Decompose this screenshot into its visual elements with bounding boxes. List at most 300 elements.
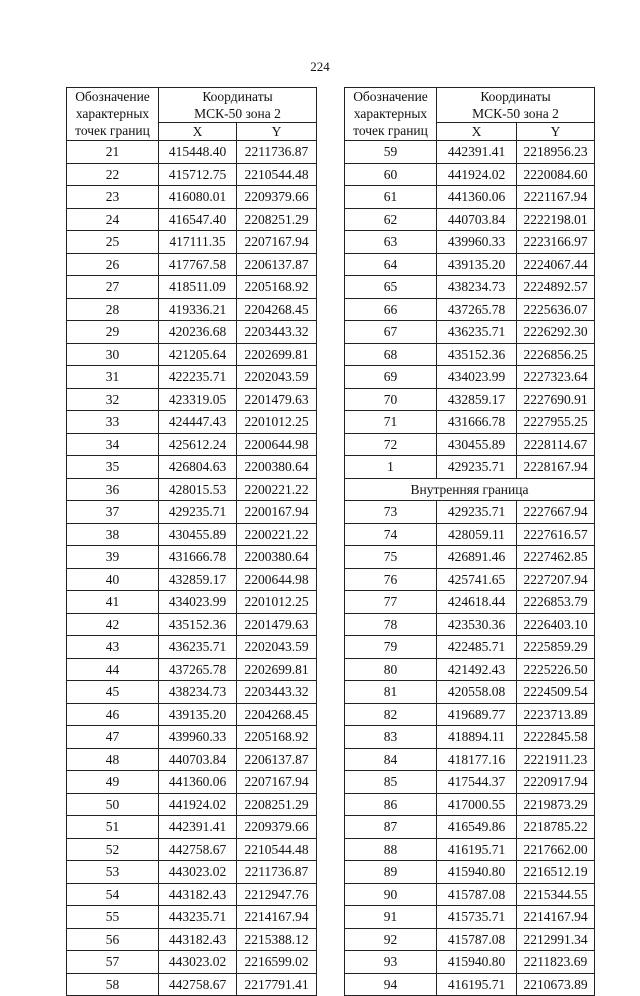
header-coordinates-line-1: Координаты	[480, 89, 551, 104]
table-row	[67, 951, 317, 974]
coord-y: 2203443.32	[237, 681, 317, 704]
coord-y: 2205168.92	[237, 726, 317, 749]
point-number: 57	[67, 951, 159, 974]
coord-y: 2223713.89	[517, 703, 595, 726]
coord-x: 436235.71	[437, 321, 517, 344]
coord-y: 2226403.10	[517, 613, 595, 636]
coord-y: 2209379.66	[237, 816, 317, 839]
point-number: 65	[345, 276, 437, 299]
point-number: 61	[345, 186, 437, 209]
coord-x: 419689.77	[437, 703, 517, 726]
table-row	[345, 613, 595, 636]
table-row	[67, 681, 317, 704]
point-number: 48	[67, 748, 159, 771]
coord-x: 431666.78	[437, 411, 517, 434]
table-row	[67, 793, 317, 816]
table-row	[67, 343, 317, 366]
point-number: 83	[345, 726, 437, 749]
coord-y: 2202043.59	[237, 636, 317, 659]
table-row	[345, 523, 595, 546]
point-number: 36	[67, 478, 159, 501]
header-designation-line-1: Обозначение	[75, 89, 150, 104]
coord-y: 2227955.25	[517, 411, 595, 434]
point-number: 85	[345, 771, 437, 794]
point-number: 49	[67, 771, 159, 794]
header-designation	[67, 88, 159, 141]
point-number: 32	[67, 388, 159, 411]
point-number: 52	[67, 838, 159, 861]
header-coordinates-line-2: МСК-50 зона 2	[194, 106, 281, 121]
table-row	[345, 433, 595, 456]
point-number: 27	[67, 276, 159, 299]
table-row	[345, 591, 595, 614]
point-number: 64	[345, 253, 437, 276]
left-table-body	[67, 141, 317, 996]
point-number: 21	[67, 141, 159, 164]
coord-y: 2202043.59	[237, 366, 317, 389]
table-row	[67, 478, 317, 501]
point-number: 53	[67, 861, 159, 884]
coord-y: 2209379.66	[237, 186, 317, 209]
coord-y: 2207167.94	[237, 771, 317, 794]
table-row	[67, 636, 317, 659]
header-designation	[345, 88, 437, 141]
point-number: 69	[345, 366, 437, 389]
coord-y: 2204268.45	[237, 298, 317, 321]
coord-y: 2211823.69	[517, 951, 595, 974]
point-number: 67	[345, 321, 437, 344]
coord-x: 415712.75	[159, 163, 237, 186]
coord-y: 2224509.54	[517, 681, 595, 704]
coord-y: 2217662.00	[517, 838, 595, 861]
coord-y: 2228114.67	[517, 433, 595, 456]
coord-x: 432859.17	[159, 568, 237, 591]
point-number: 56	[67, 928, 159, 951]
point-number: 50	[67, 793, 159, 816]
table-row	[345, 771, 595, 794]
table-row	[67, 433, 317, 456]
table-row	[345, 658, 595, 681]
table-row	[345, 906, 595, 929]
header-coordinates-line-2: МСК-50 зона 2	[472, 106, 559, 121]
coord-x: 441924.02	[437, 163, 517, 186]
coord-y: 2208251.29	[237, 793, 317, 816]
point-number: 74	[345, 523, 437, 546]
coord-y: 2220917.94	[517, 771, 595, 794]
table-row	[67, 883, 317, 906]
header-designation-line-3: точек границ	[75, 123, 150, 138]
table-row	[67, 321, 317, 344]
table-row	[67, 366, 317, 389]
table-row	[67, 703, 317, 726]
coord-y: 2226856.25	[517, 343, 595, 366]
point-number: 72	[345, 433, 437, 456]
coordinates-table-left	[66, 87, 317, 996]
coord-x: 442391.41	[159, 816, 237, 839]
table-row	[67, 276, 317, 299]
point-number: 70	[345, 388, 437, 411]
coord-y: 2201012.25	[237, 591, 317, 614]
point-number: 81	[345, 681, 437, 704]
coord-x: 423530.36	[437, 613, 517, 636]
point-number: 55	[67, 906, 159, 929]
point-number: 40	[67, 568, 159, 591]
coord-x: 441360.06	[437, 186, 517, 209]
point-number: 25	[67, 231, 159, 254]
coord-y: 2215344.55	[517, 883, 595, 906]
coord-y: 2211736.87	[237, 141, 317, 164]
coord-x: 418177.16	[437, 748, 517, 771]
point-number: 58	[67, 973, 159, 996]
coord-y: 2218956.23	[517, 141, 595, 164]
coord-y: 2226292.30	[517, 321, 595, 344]
coord-y: 2227667.94	[517, 501, 595, 524]
coord-x: 439960.33	[159, 726, 237, 749]
table-row	[345, 748, 595, 771]
coord-y: 2227207.94	[517, 568, 595, 591]
point-number: 34	[67, 433, 159, 456]
coord-x: 435152.36	[437, 343, 517, 366]
coord-x: 415787.08	[437, 883, 517, 906]
header-coordinates	[159, 88, 317, 123]
header-x: X	[159, 123, 237, 141]
coord-x: 435152.36	[159, 613, 237, 636]
coord-y: 2215388.12	[237, 928, 317, 951]
coord-y: 2208251.29	[237, 208, 317, 231]
coord-x: 441924.02	[159, 793, 237, 816]
coord-y: 2227616.57	[517, 523, 595, 546]
table-row	[67, 973, 317, 996]
coord-x: 430455.89	[159, 523, 237, 546]
table-row	[345, 321, 595, 344]
coord-x: 416195.71	[437, 838, 517, 861]
table-row	[67, 388, 317, 411]
point-number: 60	[345, 163, 437, 186]
coord-x: 423319.05	[159, 388, 237, 411]
page-number: 224	[310, 59, 330, 74]
point-number: 46	[67, 703, 159, 726]
table-row	[345, 546, 595, 569]
coord-y: 2214167.94	[517, 906, 595, 929]
coord-y: 2200380.64	[237, 546, 317, 569]
table-row	[67, 411, 317, 434]
coord-x: 425741.65	[437, 568, 517, 591]
coord-y: 2200644.98	[237, 568, 317, 591]
coord-x: 415735.71	[437, 906, 517, 929]
header-y: Y	[517, 123, 595, 141]
coord-y: 2218785.22	[517, 816, 595, 839]
point-number: 35	[67, 456, 159, 479]
point-number: 88	[345, 838, 437, 861]
header-coordinates	[437, 88, 595, 123]
point-number: 62	[345, 208, 437, 231]
coord-y: 2227690.91	[517, 388, 595, 411]
table-row	[67, 658, 317, 681]
point-number: 45	[67, 681, 159, 704]
point-number: 59	[345, 141, 437, 164]
table-row	[67, 771, 317, 794]
point-number: 37	[67, 501, 159, 524]
inner-section-header	[345, 478, 595, 501]
table-row	[345, 681, 595, 704]
point-number: 82	[345, 703, 437, 726]
coord-y: 2211736.87	[237, 861, 317, 884]
coord-x: 424447.43	[159, 411, 237, 434]
point-number: 87	[345, 816, 437, 839]
point-number: 84	[345, 748, 437, 771]
point-number: 75	[345, 546, 437, 569]
table-row	[345, 208, 595, 231]
coord-y: 2210544.48	[237, 163, 317, 186]
table-row	[345, 366, 595, 389]
table-row	[67, 253, 317, 276]
coord-y: 2220084.60	[517, 163, 595, 186]
coord-y: 2205168.92	[237, 276, 317, 299]
coord-y: 2227462.85	[517, 546, 595, 569]
point-number: 41	[67, 591, 159, 614]
coord-x: 416080.01	[159, 186, 237, 209]
table-row	[67, 568, 317, 591]
coord-x: 416195.71	[437, 973, 517, 996]
table-row	[345, 388, 595, 411]
coord-x: 437265.78	[159, 658, 237, 681]
header-x: X	[437, 123, 517, 141]
point-number: 77	[345, 591, 437, 614]
header-designation-line-3: точек границ	[353, 123, 428, 138]
coord-x: 416549.86	[437, 816, 517, 839]
coord-x: 422485.71	[437, 636, 517, 659]
coord-y: 2216512.19	[517, 861, 595, 884]
coord-x: 415787.08	[437, 928, 517, 951]
coord-x: 417111.35	[159, 231, 237, 254]
point-number: 54	[67, 883, 159, 906]
coord-x: 443182.43	[159, 883, 237, 906]
right-table-body-inner	[345, 501, 595, 996]
coord-y: 2210544.48	[237, 838, 317, 861]
coord-x: 417000.55	[437, 793, 517, 816]
coord-y: 2204268.45	[237, 703, 317, 726]
table-row	[67, 163, 317, 186]
coord-y: 2212947.76	[237, 883, 317, 906]
coord-y: 2200167.94	[237, 501, 317, 524]
point-number: 39	[67, 546, 159, 569]
point-number: 29	[67, 321, 159, 344]
table-row	[67, 141, 317, 164]
table-row	[345, 816, 595, 839]
table-row	[345, 276, 595, 299]
table-row	[345, 861, 595, 884]
table-row	[345, 928, 595, 951]
coord-x: 415940.80	[437, 951, 517, 974]
point-number: 94	[345, 973, 437, 996]
coord-y: 2200221.22	[237, 478, 317, 501]
coord-x: 418511.09	[159, 276, 237, 299]
coord-x: 438234.73	[159, 681, 237, 704]
point-number: 63	[345, 231, 437, 254]
table-row	[345, 883, 595, 906]
point-number: 80	[345, 658, 437, 681]
right-table-body-outer	[345, 141, 595, 479]
coord-x: 440703.84	[159, 748, 237, 771]
coord-x: 440703.84	[437, 208, 517, 231]
coord-y: 2222845.58	[517, 726, 595, 749]
coord-y: 2217791.41	[237, 973, 317, 996]
coord-x: 429235.71	[159, 501, 237, 524]
table-row	[345, 726, 595, 749]
coord-y: 2206137.87	[237, 253, 317, 276]
table-row	[67, 748, 317, 771]
coord-x: 431666.78	[159, 546, 237, 569]
coord-y: 2202699.81	[237, 658, 317, 681]
point-number: 24	[67, 208, 159, 231]
coord-y: 2227323.64	[517, 366, 595, 389]
point-number: 38	[67, 523, 159, 546]
table-row	[345, 501, 595, 524]
table-row	[67, 501, 317, 524]
table-row	[67, 591, 317, 614]
coord-x: 443023.02	[159, 951, 237, 974]
table-row	[345, 411, 595, 434]
table-row	[67, 838, 317, 861]
coord-x: 442758.67	[159, 973, 237, 996]
coord-y: 2221911.23	[517, 748, 595, 771]
coord-y: 2200380.64	[237, 456, 317, 479]
coord-x: 430455.89	[437, 433, 517, 456]
point-number: 93	[345, 951, 437, 974]
table-row	[67, 928, 317, 951]
table-row	[345, 838, 595, 861]
coord-x: 434023.99	[437, 366, 517, 389]
coord-x: 443182.43	[159, 928, 237, 951]
coord-y: 2201479.63	[237, 613, 317, 636]
coord-x: 439135.20	[159, 703, 237, 726]
coord-x: 415940.80	[437, 861, 517, 884]
point-number: 92	[345, 928, 437, 951]
table-row	[67, 523, 317, 546]
table-row	[345, 343, 595, 366]
table-row	[345, 973, 595, 996]
coord-y: 2225859.29	[517, 636, 595, 659]
coord-x: 443023.02	[159, 861, 237, 884]
point-number: 76	[345, 568, 437, 591]
point-number: 51	[67, 816, 159, 839]
coord-x: 437265.78	[437, 298, 517, 321]
coord-x: 425612.24	[159, 433, 237, 456]
coord-x: 429235.71	[437, 501, 517, 524]
table-row	[345, 253, 595, 276]
coord-x: 422235.71	[159, 366, 237, 389]
coord-x: 420558.08	[437, 681, 517, 704]
table-row	[345, 568, 595, 591]
coordinates-table-right	[344, 87, 595, 996]
point-number: 31	[67, 366, 159, 389]
table-row	[67, 861, 317, 884]
point-number: 23	[67, 186, 159, 209]
coord-x: 420236.68	[159, 321, 237, 344]
coord-x: 439960.33	[437, 231, 517, 254]
point-number: 68	[345, 343, 437, 366]
coord-x: 428015.53	[159, 478, 237, 501]
header-designation-line-1: Обозначение	[353, 89, 428, 104]
table-row	[345, 636, 595, 659]
coord-y: 2201479.63	[237, 388, 317, 411]
coord-y: 2224892.57	[517, 276, 595, 299]
coord-y: 2222198.01	[517, 208, 595, 231]
table-row	[345, 231, 595, 254]
point-number: 43	[67, 636, 159, 659]
coord-y: 2200221.22	[237, 523, 317, 546]
table-row	[67, 906, 317, 929]
coord-y: 2207167.94	[237, 231, 317, 254]
table-row	[345, 703, 595, 726]
coord-x: 424618.44	[437, 591, 517, 614]
coord-x: 439135.20	[437, 253, 517, 276]
table-row	[345, 793, 595, 816]
coord-x: 428059.11	[437, 523, 517, 546]
table-row	[67, 546, 317, 569]
coord-y: 2226853.79	[517, 591, 595, 614]
point-number: 1	[345, 456, 437, 479]
coord-x: 417544.37	[437, 771, 517, 794]
coord-y: 2225636.07	[517, 298, 595, 321]
coord-y: 2201012.25	[237, 411, 317, 434]
table-row	[345, 951, 595, 974]
coord-x: 442391.41	[437, 141, 517, 164]
point-number: 89	[345, 861, 437, 884]
point-number: 66	[345, 298, 437, 321]
coord-x: 442758.67	[159, 838, 237, 861]
coord-x: 421205.64	[159, 343, 237, 366]
point-number: 86	[345, 793, 437, 816]
point-number: 26	[67, 253, 159, 276]
coord-x: 441360.06	[159, 771, 237, 794]
coord-x: 438234.73	[437, 276, 517, 299]
coord-x: 419336.21	[159, 298, 237, 321]
table-row	[67, 298, 317, 321]
coord-y: 2210673.89	[517, 973, 595, 996]
point-number: 44	[67, 658, 159, 681]
coord-x: 432859.17	[437, 388, 517, 411]
coord-y: 2225226.50	[517, 658, 595, 681]
header-y: Y	[237, 123, 317, 141]
table-row	[67, 208, 317, 231]
coord-x: 434023.99	[159, 591, 237, 614]
coord-y: 2224067.44	[517, 253, 595, 276]
header-coordinates-line-1: Координаты	[202, 89, 273, 104]
coord-y: 2212991.34	[517, 928, 595, 951]
coord-x: 426804.63	[159, 456, 237, 479]
point-number: 47	[67, 726, 159, 749]
coord-y: 2203443.32	[237, 321, 317, 344]
table-row	[67, 231, 317, 254]
coord-x: 417767.58	[159, 253, 237, 276]
coord-y: 2206137.87	[237, 748, 317, 771]
header-designation-line-2: характерных	[353, 106, 428, 121]
coord-x: 421492.43	[437, 658, 517, 681]
coord-y: 2200644.98	[237, 433, 317, 456]
coord-y: 2223166.97	[517, 231, 595, 254]
table-row	[67, 456, 317, 479]
coord-y: 2228167.94	[517, 456, 595, 479]
point-number: 33	[67, 411, 159, 434]
point-number: 79	[345, 636, 437, 659]
coord-y: 2202699.81	[237, 343, 317, 366]
point-number: 91	[345, 906, 437, 929]
coord-x: 443235.71	[159, 906, 237, 929]
point-number: 28	[67, 298, 159, 321]
table-row	[67, 816, 317, 839]
table-row	[345, 141, 595, 164]
